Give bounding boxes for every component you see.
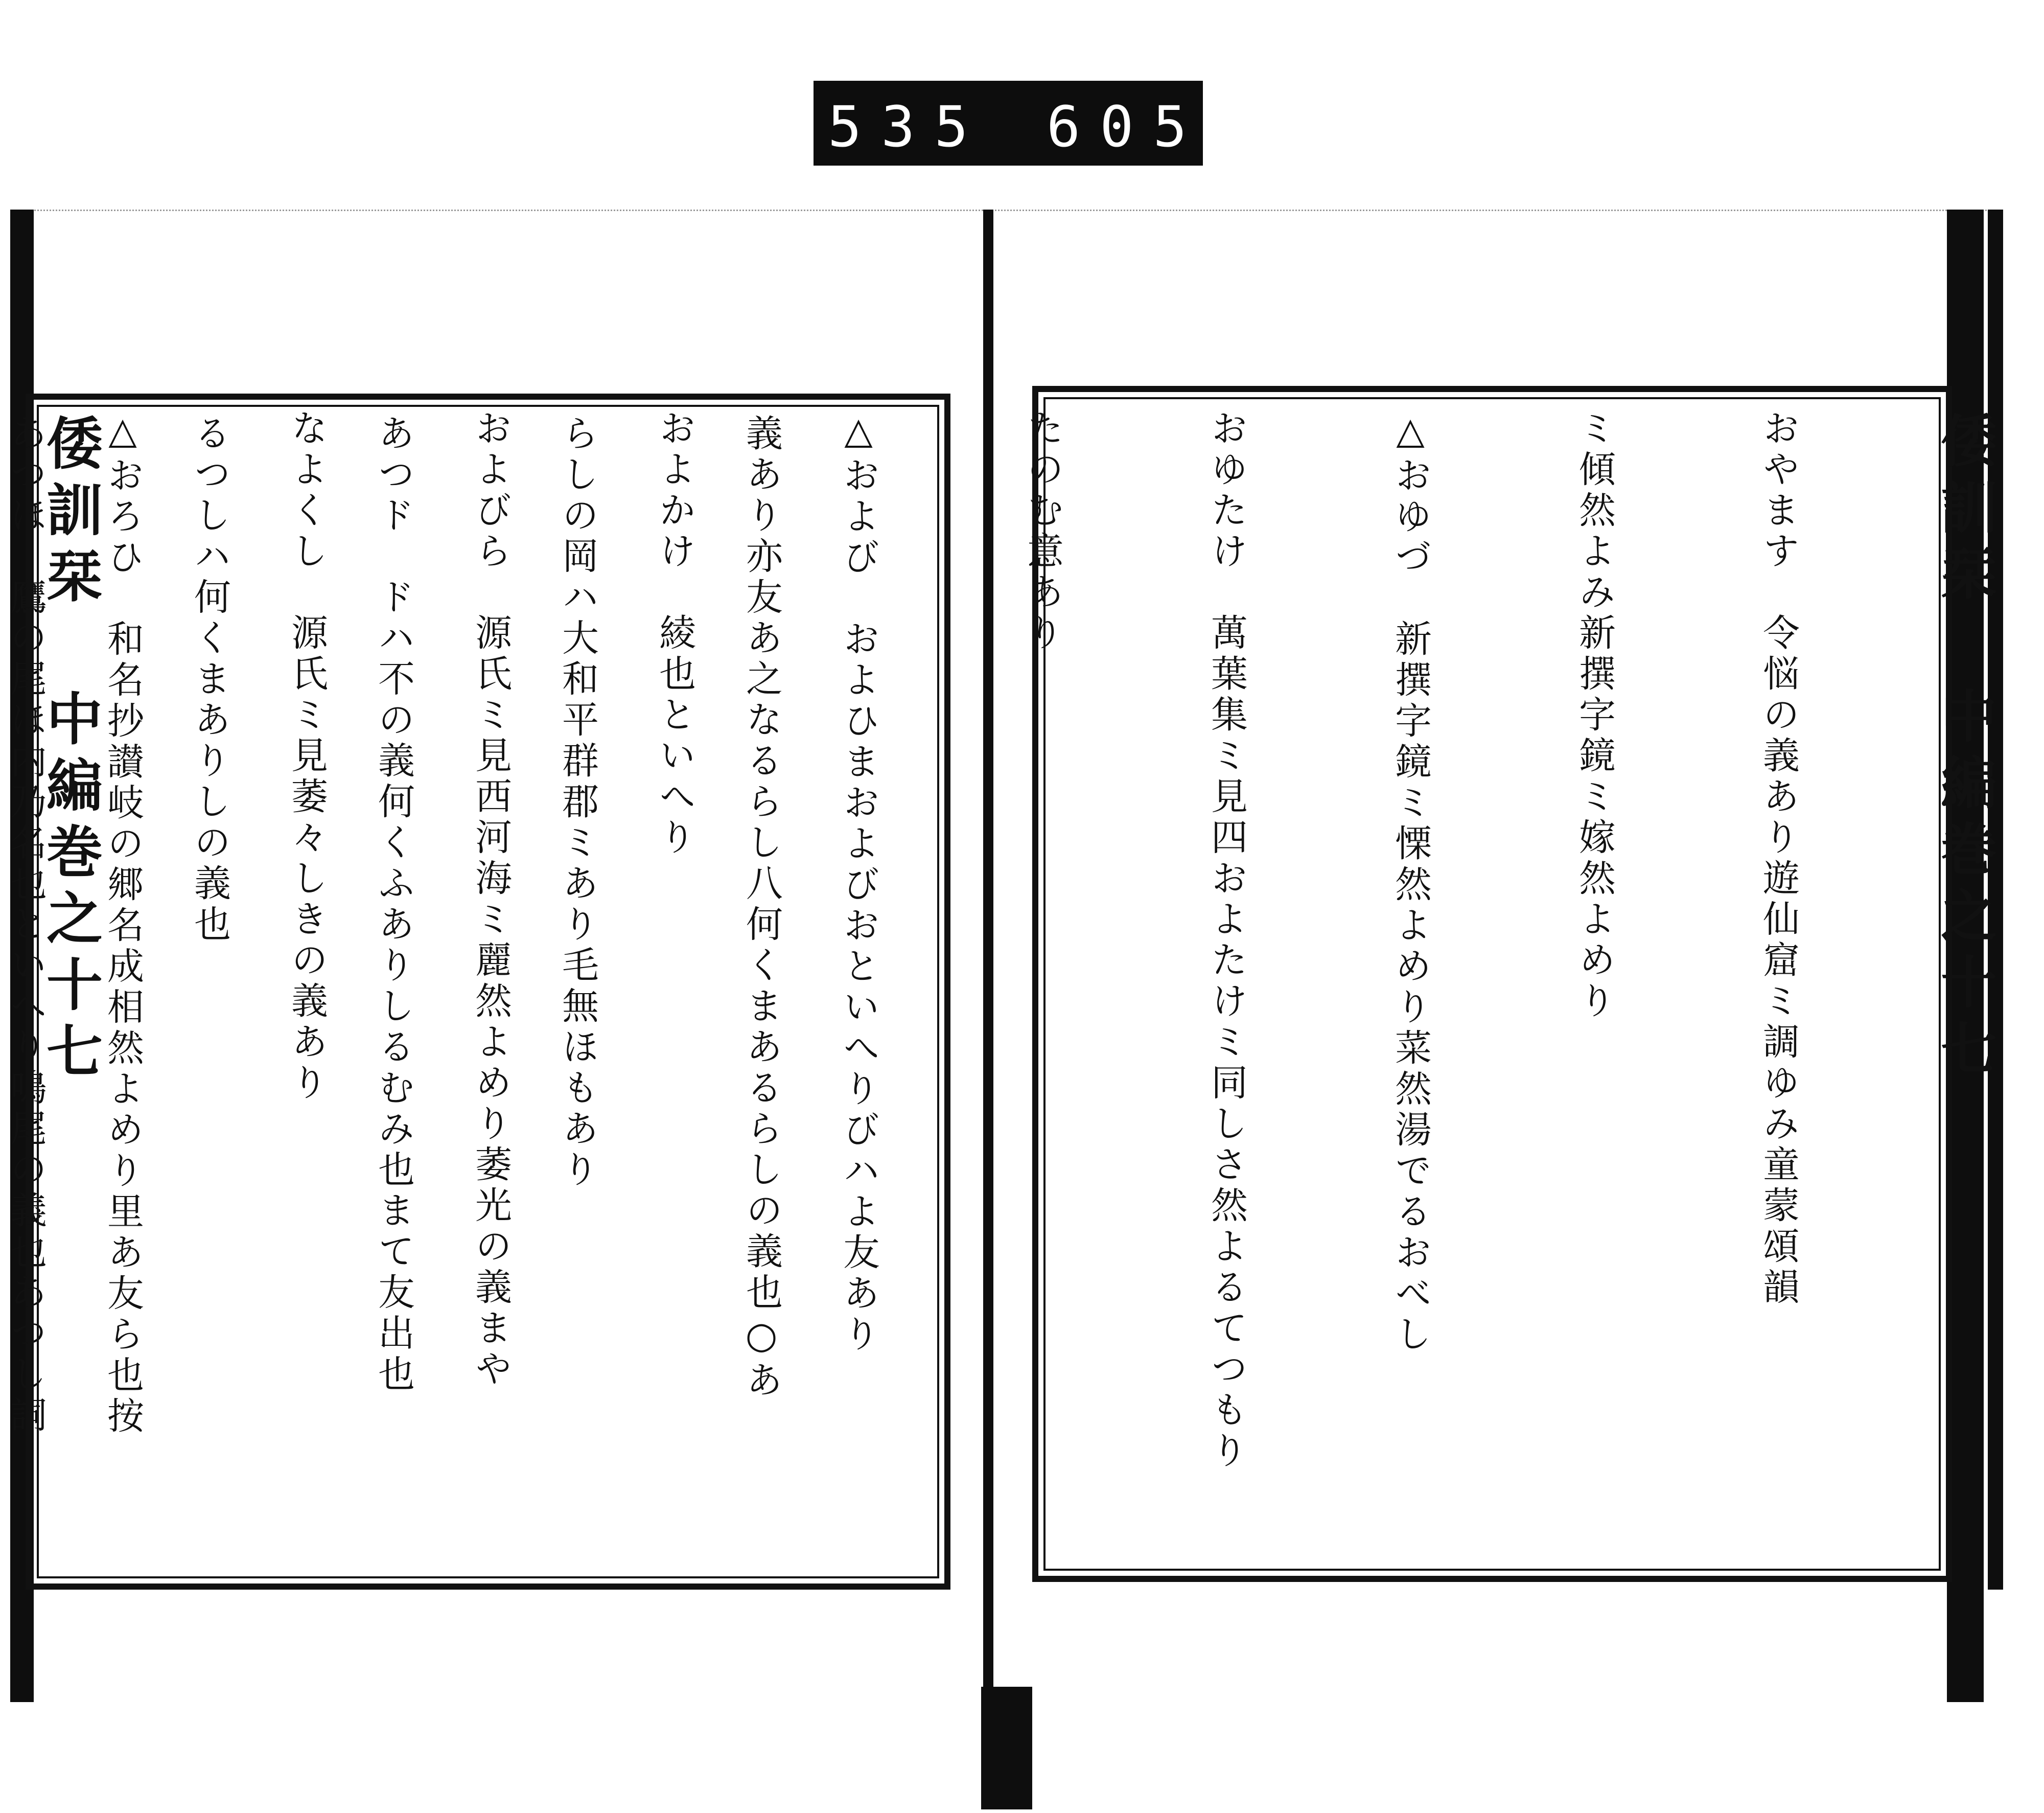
catalog-label xyxy=(814,81,1260,166)
catalog-number-right: 605. xyxy=(1047,94,1260,159)
text-column: あつほ 鷹の尾ほ内乃名也といへり鳴尾の義也あつし詞 xyxy=(4,414,47,1436)
text-column: およかけ 綾也といへり xyxy=(653,409,696,859)
left-page-header: 倭訓栞 中編巻之十七 xyxy=(37,414,103,1088)
text-column: あつド ドハ不の義何くふありしるむみ也まて友出也 xyxy=(372,414,415,1395)
text-column: るつしハ何くまありしの義也 xyxy=(188,414,231,946)
text-column: 義あり亦友あ之なるらし八何くまあるらしの義也○あ xyxy=(740,414,783,1402)
text-column: △および およひまおよびおといへりびハよ友あり xyxy=(837,409,880,1356)
text-column: おやます 令悩の義あり遊仙窟ミ調ゆみ童蒙頌韻 xyxy=(1757,409,1800,1309)
book-spine-bottom xyxy=(981,1687,1032,1809)
text-column: ミ傾然よみ新撰字鏡ミ嫁然よめり xyxy=(1573,409,1616,1022)
left-page-text xyxy=(4,414,915,1569)
open-book xyxy=(4,210,2034,1804)
text-column: △おろひ 和名抄讃岐の郷名成相然よめり里あ友ら也按 xyxy=(101,409,144,1437)
text-column: およびら 源氏ミ見西河海ミ麗然よめり萎光の義まや xyxy=(469,409,512,1390)
text-column: らしの岡ハ大和平群郡ミあり毛無ほもあり xyxy=(556,414,599,1191)
right-page-header: 倭訓栞 中編巻之十七 xyxy=(1932,411,1997,1086)
text-column: たのむ意あり xyxy=(1021,409,1064,654)
text-column: おゆたけ 萬葉集ミ見四およたけミ同しさ然よるてつもり xyxy=(1205,409,1248,1472)
text-column: なよくし 源氏ミ見萎々しきの義あり xyxy=(285,409,328,1104)
text-column: △おゆづ 新撰字鏡ミ慄然よめり菜然湯でるおべし xyxy=(1389,409,1432,1356)
catalog-number-left: 535 xyxy=(828,94,988,159)
